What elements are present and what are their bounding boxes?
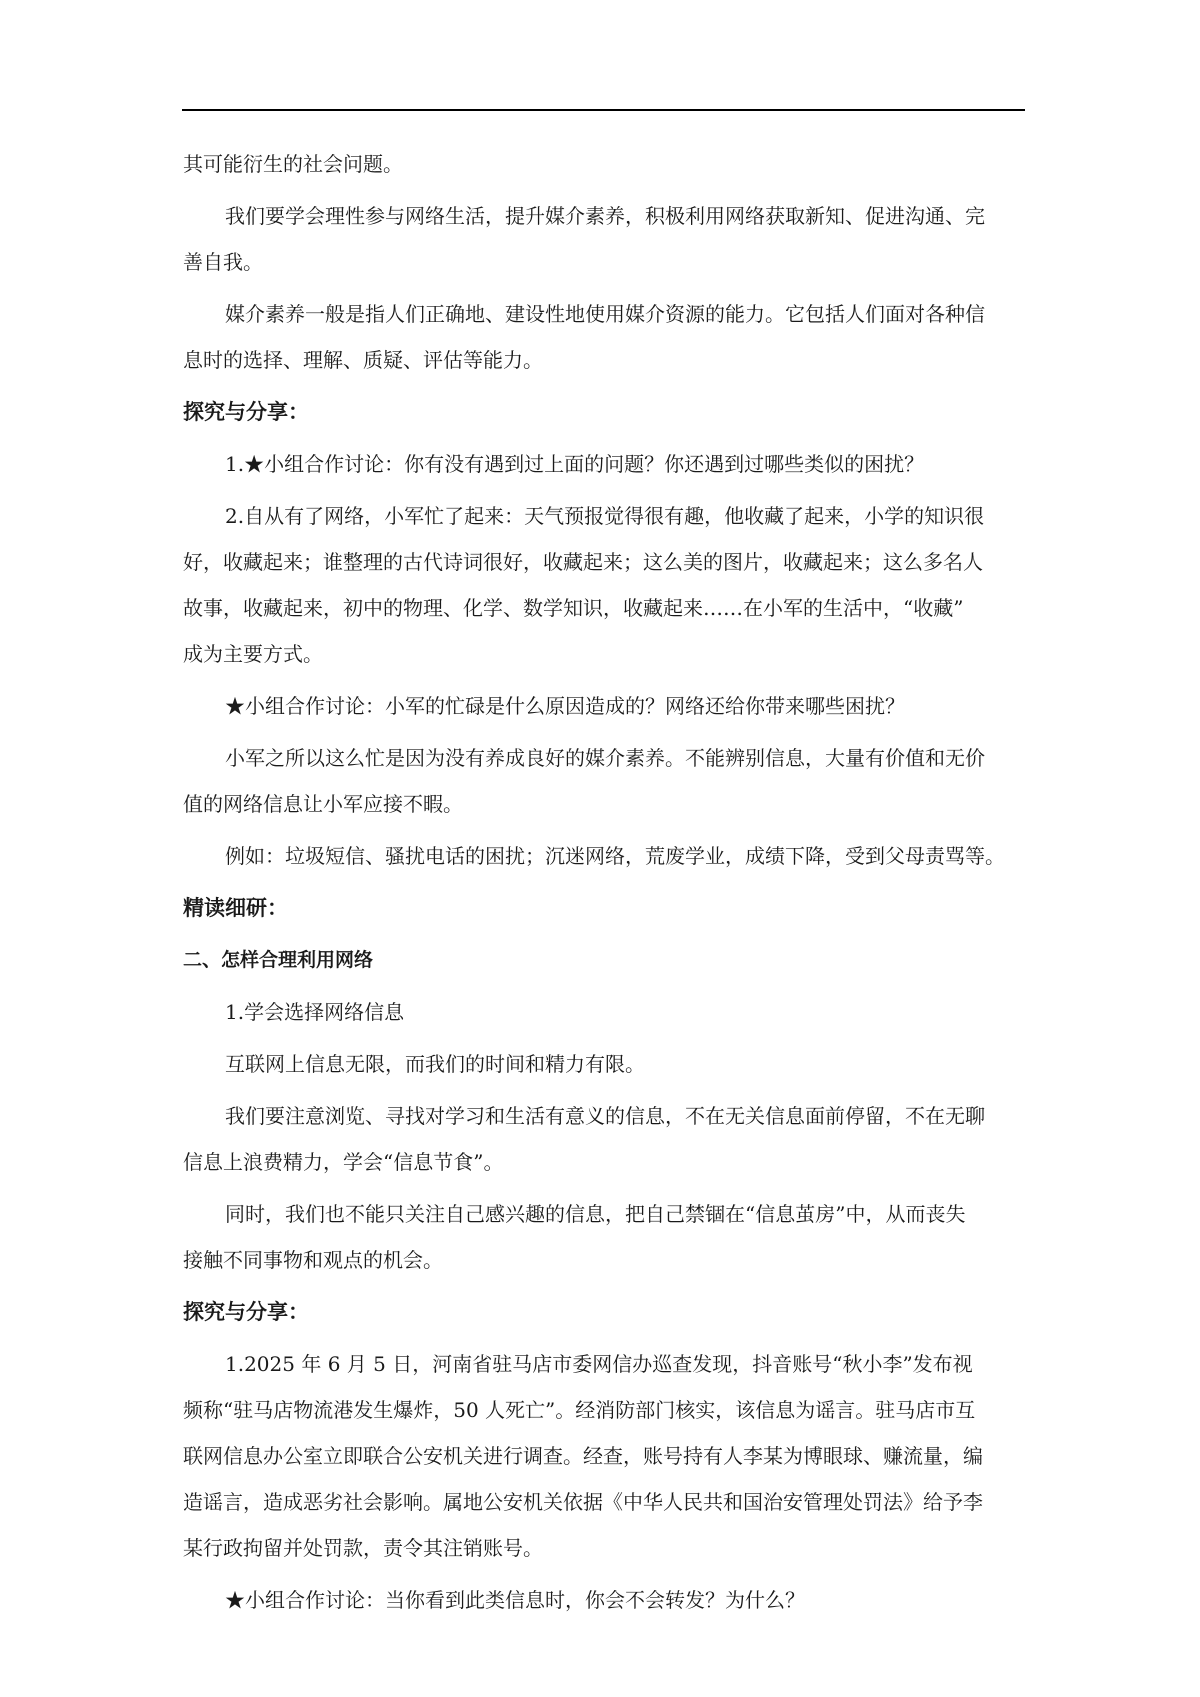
paragraph-line: 信息上浪费精力，学会“信息节食”。 [183,1150,504,1174]
paragraph-line: 其可能衍生的社会问题。 [183,152,403,176]
paragraph-line: ★小组合作讨论：当你看到此类信息时，你会不会转发？为什么？ [225,1588,805,1612]
paragraph-line: 我们要注意浏览、寻找对学习和生活有意义的信息，不在无关信息面前停留，不在无聊 [225,1104,985,1128]
paragraph-line: 某行政拘留并处罚款，责令其注销账号。 [183,1536,543,1560]
paragraph-line: 成为主要方式。 [183,642,323,666]
paragraph-line: 1.★小组合作讨论：你有没有遇到过上面的问题？你还遇到过哪些类似的困扰？ [225,452,925,476]
section-heading: 探究与分享： [183,1300,309,1324]
section-heading: 精读细研： [183,896,288,920]
paragraph-line: 值的网络信息让小军应接不暇。 [183,792,463,816]
paragraph-line: 1.学会选择网络信息 [225,1000,405,1024]
paragraph-line: 好，收藏起来；谁整理的古代诗词很好，收藏起来；这么美的图片，收藏起来；这么多名人 [183,550,983,574]
paragraph-line: 联网信息办公室立即联合公安机关进行调查。经查，账号持有人李某为博眼球、赚流量，编 [183,1444,983,1468]
paragraph-line: 故事，收藏起来，初中的物理、化学、数学知识，收藏起来……在小军的生活中，“收藏” [183,596,964,620]
header-rule [182,109,1025,111]
paragraph-line: 同时，我们也不能只关注自己感兴趣的信息，把自己禁锢在“信息茧房”中，从而丧失 [225,1202,966,1226]
paragraph-line: 息时的选择、理解、质疑、评估等能力。 [183,348,543,372]
paragraph-line: 善自我。 [183,250,263,274]
paragraph-line: 接触不同事物和观点的机会。 [183,1248,443,1272]
paragraph-line: 我们要学会理性参与网络生活，提升媒介素养，积极利用网络获取新知、促进沟通、完 [225,204,985,228]
paragraph-line: 媒介素养一般是指人们正确地、建设性地使用媒介资源的能力。它包括人们面对各种信 [225,302,985,326]
paragraph-line: ★小组合作讨论：小军的忙碌是什么原因造成的？网络还给你带来哪些困扰？ [225,694,905,718]
paragraph-line: 频称“驻马店物流港发生爆炸，50 人死亡”。经消防部门核实，该信息为谣言。驻马店市互 [183,1398,976,1422]
document-body [183,152,1023,1612]
subsection-heading: 二、怎样合理利用网络 [183,949,374,971]
section-heading: 探究与分享： [183,400,309,424]
paragraph-line: 小军之所以这么忙是因为没有养成良好的媒介素养。不能辨别信息，大量有价值和无价 [225,746,985,770]
paragraph-line: 2.自从有了网络，小军忙了起来：天气预报觉得很有趣，他收藏了起来，小学的知识很 [225,504,985,528]
paragraph-line: 互联网上信息无限，而我们的时间和精力有限。 [225,1052,645,1076]
paragraph-line: 1.2025 年 6 月 5 日，河南省驻马店市委网信办巡查发现，抖音账号“秋小李”发布视 [225,1352,973,1376]
paragraph-line: 造谣言，造成恶劣社会影响。属地公安机关依据《中华人民共和国治安管理处罚法》给予李 [183,1490,983,1514]
paragraph-line: 例如：垃圾短信、骚扰电话的困扰；沉迷网络，荒废学业，成绩下降，受到父母责骂等。 [225,844,1005,868]
